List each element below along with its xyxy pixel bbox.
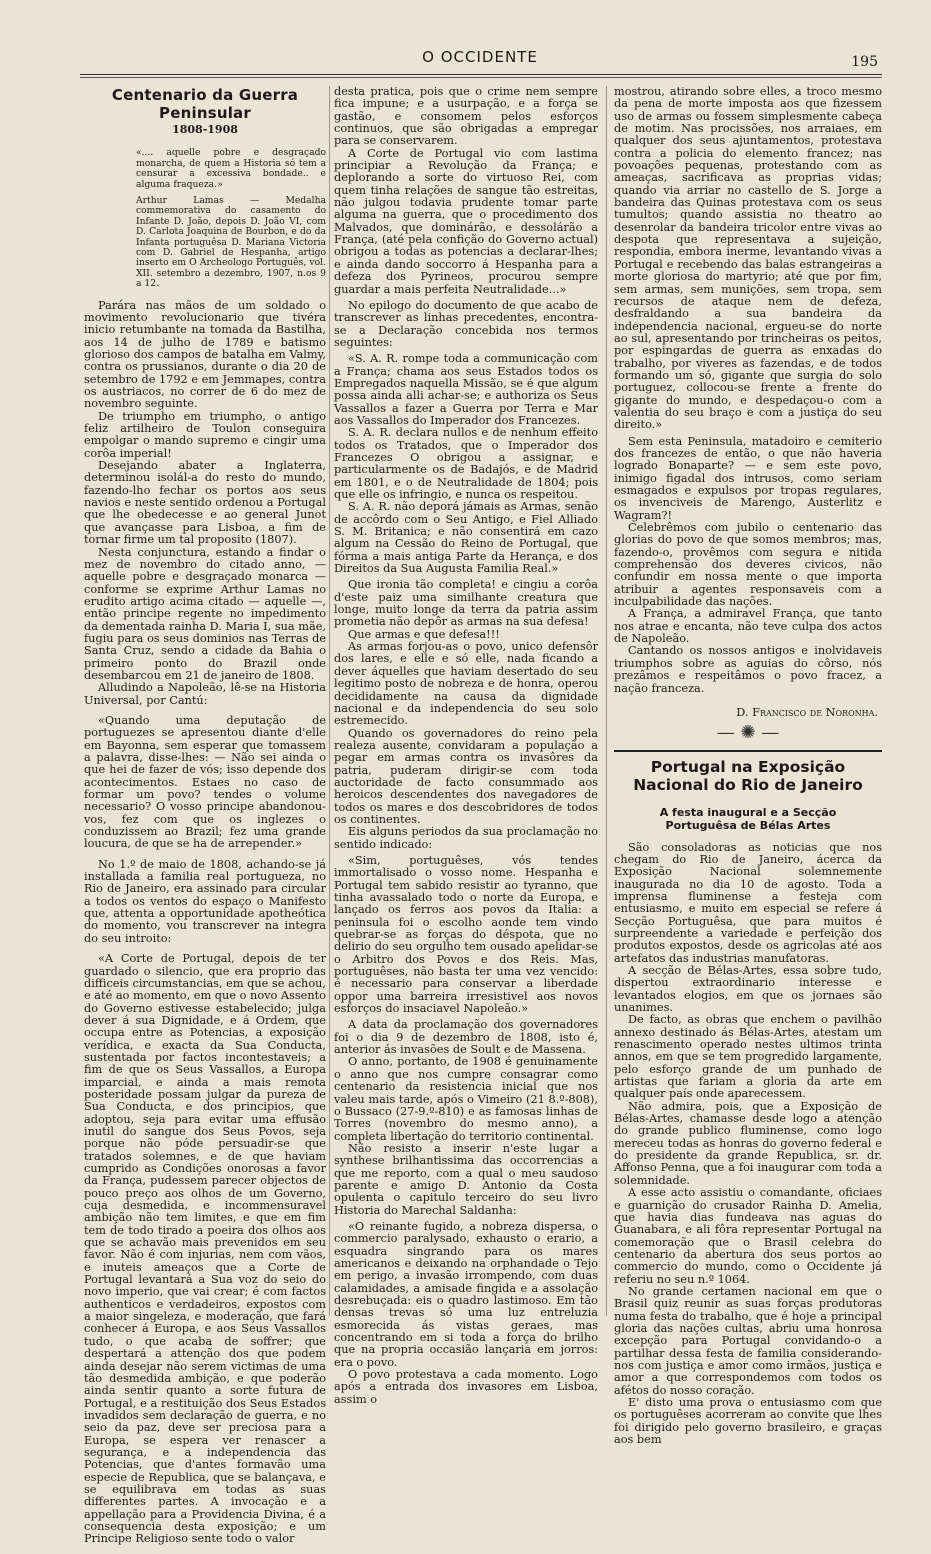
column-3: [614, 86, 882, 1446]
paragraph: Não admira, pois, que a Exposição de Bélas-Artes, chamasse desde logo a atenção do grande publico fluminense, como logo mereceu todas as honras do governo federal e do presidente da grande Republica, sr. dr. Affonso Penna, que a foi inaugurar com toda a solemnidade.: [614, 1099, 882, 1187]
column-1: [84, 86, 326, 1554]
paragraph: Que armas e que defesa!!!: [348, 627, 500, 641]
header-rule-inner: [80, 77, 882, 78]
paragraph: No grande certamen nacional em que o Brasil quiz reunir as suas forças produtoras numa festa do trabalho, que é hoje a principal gloria das nações cultas, abriu uma honrosa excepção para Portugal convidando-o a partilhar dessa festa de familia considerando-nos com justiça e amor como irmãos, justiça e amor a que correspondemos com todos os afétos do nosso coração.: [614, 1284, 882, 1397]
quotation: «A Corte de Portugal, depois de ter guardado o silencio, que era proprio das difficeis circumstancias, em que se achou, e até ao momento, em que o novo Assento do Governo estivesse estabelecido; julga dever á sua Dignidade, e á Ordem, que occupa entre as Potencias, a exposição verídica, e exacta da Sua Conducta, sustentada por factos incontestaveis; a fim de que os Seus Vassallos, a Europa imparcial, e ainda a mais remota posteridade possam julgar da pureza de Sua Conducta, e dos principios, que adoptou, seja para evitar uma effusão inutil do sangue dos Seus Povos, seja porque não póde persuadir-se que tratados solemnes, e de que haviam cumprido as Condições onorosas a favor da França, pudessem parecer objectos de pouco preço aos olhos de um Governo, cuja desmedida, e incommensuravel ambição não tem limites, e que em fim tem de todo tirado a poeira dos olhos aos que se achavão mais prevenidos em seu favor. Não é com injurias, nem com vãos, e inuteis ameaços que a Corte de Portugal levantará a Sua voz do seio do novo imperio, que vai crear; é com factos authenticos e verdadeiros, expostos com a maior singeleza, e moderação, que fará conhecer á Europa, e aos Seus Vassallos tudo, o que acaba de soffrer; que despertará a attenção dos que podem ainda desejar não serem victimas de uma tão desmedida ambição, e que poderão ainda sentir quanto a sorte futura de Portugal, e a restituição dos Seus Estados invadidos sem declaração de guerra, e no seio da paz, deve ser preciosa para a Europa, se espera ver renascer a segurança, e a independencia das Potencias, que d'antes formavão uma especie de Republica, que se balançava, e se equilibrava em todas as suas differentes partes. A invocação e a appellação para a Providencia Divina, é a consequencia desta exposição; e um Principe Religioso sente todo o valor: [84, 952, 327, 1546]
paragraph: Que ironia tão completa! e cingiu a corôa d'este paiz uma similhante creatura que longe, muito longe da terra da patria assim prometia não depôr as armas na sua defesa!: [334, 578, 598, 629]
paragraph: As armas forjou-as o povo, unico defensôr dos lares, e elle e só elle, nada ficando a dever áquelles que haviam desertado do seu legitimo posto de nobreza e de honra, operou decididamente na causa da dignidade nacional e da independencia do seu solo estremecido.: [334, 640, 598, 728]
paragraph: Parára nas mãos de um soldado o movimento revolucionario que tivéra inicio retumbante na tomada da Bastilha, aos 14 de julho de 1789 e batismo glorioso dos campos de batalha em Valmy, contra os prussianos, durante o dia 20 de setembro de 1792 e em Jemmapes, contra os austriacos, no correr de 6 do mez de novembro seguinte.: [84, 298, 326, 411]
epigraph-citation: Arthur Lamas — Medalha commemorativa do casamento do Infante D. João, depois D. João VI, com D. Carlota Joaquina de Bourbon, e do da Infanta portuguêsa D. Mariana Victoria com D. Gabriel de Hespanha, artigo inserto em O Archeologo Português, vol. XII. setembro a dezembro, 1907, n.os 9 a 12.: [136, 194, 326, 290]
paragraph: São consoladoras as noticias que nos chegam do Rio de Janeiro, ácerca da Exposição Nacional solemnemente inaugurada no dia 10 de agosto. Toda a imprensa fluminense a festeja com entusiasmo, e muito em especial se refere á Secção Portuguêsa, que para muitos é surpreendente a variedade e perfeição dos produtos expostos, desde os agricolas até aos artefatos das industrias manufatoras.: [614, 840, 882, 965]
quotation: mostrou, atirando sobre elles, a troco mesmo da pena de morte imposta aos que fizessem uso de armas ou fossem simplesmente cabeça de motim. Nas procissões, nos arraiaes, em qualquer dos seus ajuntamentos, protestava contra a policia do elemento francez; nas povoações pequenas, protestando com as ameaças, sacrificava as proprias vidas; quando via arriar no castello de S. Jorge a bandeira das Quinas protestava com os seus tumultos; quando assistia no theatro ao desenrolar da bandeira tricolor entre vivas ao despota que representava a sujeição, respondia, embora inerme, levantando vivas a Portugal e recebendo das balas estrangeiras a morte gloriosa do martyrio; até que por fim, sem armas, sem munições, sem tropa, sem recursos de ataque nem de defeza, desfraldando a sua bandeira da independencia nacional, ergueu-se do norte ao sul, apresentando por trincheiras os peitos, por espingardas de guerra as enxadas do trabalho, por viveres as fazendas, e de todos formando um só, gigante que surgia do solo portuguez, collocou-se frente a frente do gigante do mundo, e despedaçou-o com a valentia do seu braço e com a justiça do seu direito.»: [614, 85, 882, 432]
article-years: 1808-1908: [172, 123, 238, 136]
article2-subtitle: A festa inaugural e a Secção Portuguêsa de Bélas Artes: [659, 805, 837, 832]
paragraph: A esse acto assistiu o comandante, oficiaes e guarnição do crusador Rainha D. Amelia, que havia dias fundeava nas aguas do Guanabara, e ali fôra representar Portugal na comemoração que o Brasil celebra do centenario da abertura dos seus portos ao commercio do mundo, como o Occidente já referiu no seu n.º 1064.: [614, 1186, 882, 1286]
author-signature: D. Francisco de Noronha.: [736, 705, 878, 719]
paragraph: A data da proclamação dos governadores foi o dia 9 de dezembro de 1808, isto é, anterior ás invasões de Soult e de Massena.: [334, 1018, 598, 1057]
paragraph: No 1.º de maio de 1808, achando-se já installada a familia real portugueza, no Rio de Janeiro, era assinado para circular a todos os ventos do espaço o Manifesto que, attenta a opportunidade apotheótica do momento, vou transcrever na integra do seu introito:: [84, 857, 326, 945]
paragraph: E' disto uma prova o entusiasmo com que os portuguêses acorreram ao convite que lhes foi dirigido pelo governo brasileiro, e graças aos bem: [614, 1396, 882, 1447]
column-separator: [329, 86, 330, 1316]
paragraph: Quando os governadores do reino pela realeza ausente, convidaram a população a pegar em armas contra os invasôres da patria, puderam dirigir-se com toda auctoridade de facto consummado aos heroicos descendentes dos navegadores de todos os mares e dos descobridores de todos os continentes.: [334, 726, 598, 826]
epigraph: «.... aquelle pobre e desgraçado monarcha, de quem a Historia só tem a censurar a excessiva bondade.. e alguma fraqueza.»: [136, 147, 326, 190]
header-rule: [80, 74, 882, 75]
quotation: «Sim, portuguêses, vós tendes immortalisado o vosso nome. Hespanha e Portugal tem sabido resistir ao tyranno, que tinha avassalado todo o norte da Europa, e lançado os ferros aos povos da Italia: a peninsula foi o escolho aonde tem vindo quebrar-se as forças do déspota, que no delirio do seu orgulho tem ousado apelidar-se o Arbitro dos Povos e dos Reis. Mas, portuguêses, não basta ter uma vez vencido: é necessario para conservar a liberdade oppor uma barreira irresistivel aos novos esforços do insaciavel Napoleão.»: [334, 853, 598, 1016]
ornament-icon: — ✺ —: [716, 722, 780, 744]
quotation: «S. A. R. rompe toda a communicação com a França; chama aos seus Estados todos os Empregados naquella Missão, se é que algum possa ainda alli achar-se; e authoriza os Seus Vassallos a fazer a Guerra por Terra e Mar aos Vassallos do Imperador dos Francezes.: [334, 352, 598, 427]
paragraph: No epilogo do documento de que acabo de transcrever as linhas precedentes, encontra-se a Declaração concebida nos termos seguintes:: [334, 298, 598, 349]
paragraph: Nesta conjunctura, estando a findar o mez de novembro do citado anno, — aquelle pobre e desgraçado monarca — conforme se exprime Arthur Lamas no erudito artigo acima citado — aquelle —, então principe regente no impedimento da dementada rainha D. Maria I, sua mãe, fugiu para os seus dominios nas Terras de Santa Cruz, sendo a cidade da Bahia o primeiro ponto do Brazil onde desembarcou em 21 de janeiro de 1808.: [84, 545, 326, 682]
paragraph: Sem esta Peninsula, matadoiro e cemiterio dos francezes de então, o que não haveria logrado Bonaparte? — e sem este povo, inimigo figadal dos intrusos, como seriam esmagados e expulsos por tropas regulares, os invenciveis de Marengo, Austerlitz e Wagram?!: [614, 434, 882, 522]
article2-title: Portugal na Exposição Nacional do Rio de Janeiro: [614, 750, 882, 794]
paragraph: O anno, portanto, de 1908 é genuinamente o anno que nos cumpre consagrar como centenario da resistencia inicial que nos valeu mais tarde, após o Vimeiro (21 8.º-808), o Bussaco (27-9.º-810) e as famosas linhas de Torres (novembro do mesmo anno), a completa libertação do territorio continental.: [334, 1055, 598, 1143]
column-separator: [606, 86, 607, 1316]
quotation: S. A. R. declara nullos e de nenhum effeito todos os Tratados, que o Imperador dos Francezes O obrigou a assignar, e particularmente os de Badajós, e de Madrid em 1801, e o de Neutralidade de 1804; pois que elle os infringio, e nunca os respeitou.: [334, 426, 598, 501]
paragraph: A secção de Bélas-Artes, essa sobre tudo, dispertou extraordinario interesse e levantados elogios, em que os jornaes são unanimes.: [614, 963, 882, 1014]
paragraph: Desejando abater a Inglaterra, determinou isolál-a do resto do mundo, fazendo-lho fechar os portos aos seus navios e neste sentido ordenou a Portugal que lhe obedecesse e ao general Junot que avançasse para Lisboa, a fim de tornar firme um tal proposito (1807).: [84, 459, 326, 547]
paragraph: Celebrêmos com jubilo o centenario das glorias do povo de que somos membros; mas, fazendo-o, provêmos com segura e nitida comprehensão dos deveres civicos, não confundir em nossa mente o que importa atribuir a agentes responsaveis com a inculpabilidade das nações.: [614, 521, 882, 609]
quotation: O povo protestava a cada momento. Logo após a entrada dos invasores em Lisboa, assim o: [334, 1368, 598, 1406]
paragraph: A Corte de Portugal vio com lastima principiar a Revolução da França; e deplorando a sorte do virtuoso Rei, com quem tinha relações de sangue tão estreitas, não julgou todavia prudente tomar parte alguma na guerra, que o procedimento dos Malvados, que dominárão, e dessolárão a França, (até pela confição do Governo actual) obrigou a todas as potencias a declarar-lhes; e ainda dando soccorro á Hespanha para a defeza dos Pyrineos, procurou sempre guardar a mais perfeita Neutralidade...»: [334, 146, 598, 296]
column-2: [334, 86, 598, 1406]
paragraph: De triumpho em triumpho, o antigo feliz artilheiro de Toulon conseguira empolgar o mando supremo e cingir uma corôa imperial!: [84, 409, 326, 460]
paragraph: Eis alguns periodos da sua proclamação no sentido indicado:: [334, 825, 598, 851]
quotation: S. A. R. não deporá jámais as Armas, senão de accôrdo com o Seu Antigo, e Fiel Alliado S. M. Britanica; e não consentirá em cazo algum na Cessão do Reino de Portugal, que fórma a mais antiga Parte da Herança, e dos Direitos da Sua Augusta Familia Real.»: [334, 500, 598, 576]
page-number: 195: [851, 54, 878, 70]
paragraph: Alludindo a Napoleão, lê-se na Historia Universal, por Cantú:: [84, 681, 326, 707]
paragraph: Não resisto a inserir n'este lugar a synthese brilhantissima das occorrencias a que me reporto, com a qual o meu saudoso parente e amigo D. Antonio da Costa opulenta o capitulo terceiro do seu livro Historia do Marechal Saldanha:: [334, 1141, 598, 1217]
page-header: [80, 44, 880, 74]
paragraph: De facto, as obras que enchem o pavilhão annexo destinado ás Bélas-Artes, atestam um renascimento operado nestes ultimos trinta annos, em que se tem progredido largamente, pelo esforço grande de um punhado de artistas que fariam a gloria da arte em qualquer país onde aparecessem.: [614, 1013, 882, 1101]
paragraph: Cantando os nossos antigos e inolvidaveis triumphos sobre as aguias do côrso, nós prezâmos e respeitâmos o povo fracez, a nação franceza.: [614, 644, 882, 695]
paragraph: A França, a admiravel França, que tanto nos atrae e encanta, não teve culpa dos actos de Napoleão.: [614, 607, 882, 646]
quotation: «O reinante fugido, a nobreza dispersa, o commercio paralysado, exhausto o erario, a esquadra singrando para os mares americanos e deixando na orphandade o Tejo em perigo, a invasão irrompendo, com duas calamidades, a amisade fingida e a assolação desrebuçada: eis o quadro lastimoso. Em tão densas trevas só uma luz entreluzia esmorecida ás vistas geraes, mas concentrando em si toda a força do brilho que na propria occasião lançaria em jorros: era o povo.: [334, 1219, 598, 1369]
paragraph: desta pratica, pois que o crime nem sempre fica impune; e a usurpação, e a força se gastão, e consomem pelos esforços continuos, que são obrigadas a empregar para se conservarem.: [334, 85, 598, 148]
quotation: «Quando uma deputação de portuguezes se apresentou diante d'elle em Bayonna, sem esperar que tomassem a palavra, disse-lhes: — Não sei ainda o que hei de fazer de vós; isso depende dos acontecimentos. Estaes no caso de formar um povo? tendes o volume necessario? O vosso principe abandonou-vos, fez com que os inglezes o conduzissem ao Brazil; fez uma grande loucura, de que se ha de arrepender.»: [84, 713, 326, 851]
running-title: O OCCIDENTE: [422, 48, 538, 66]
article-title: Centenario da Guerra Peninsular: [111, 86, 299, 122]
